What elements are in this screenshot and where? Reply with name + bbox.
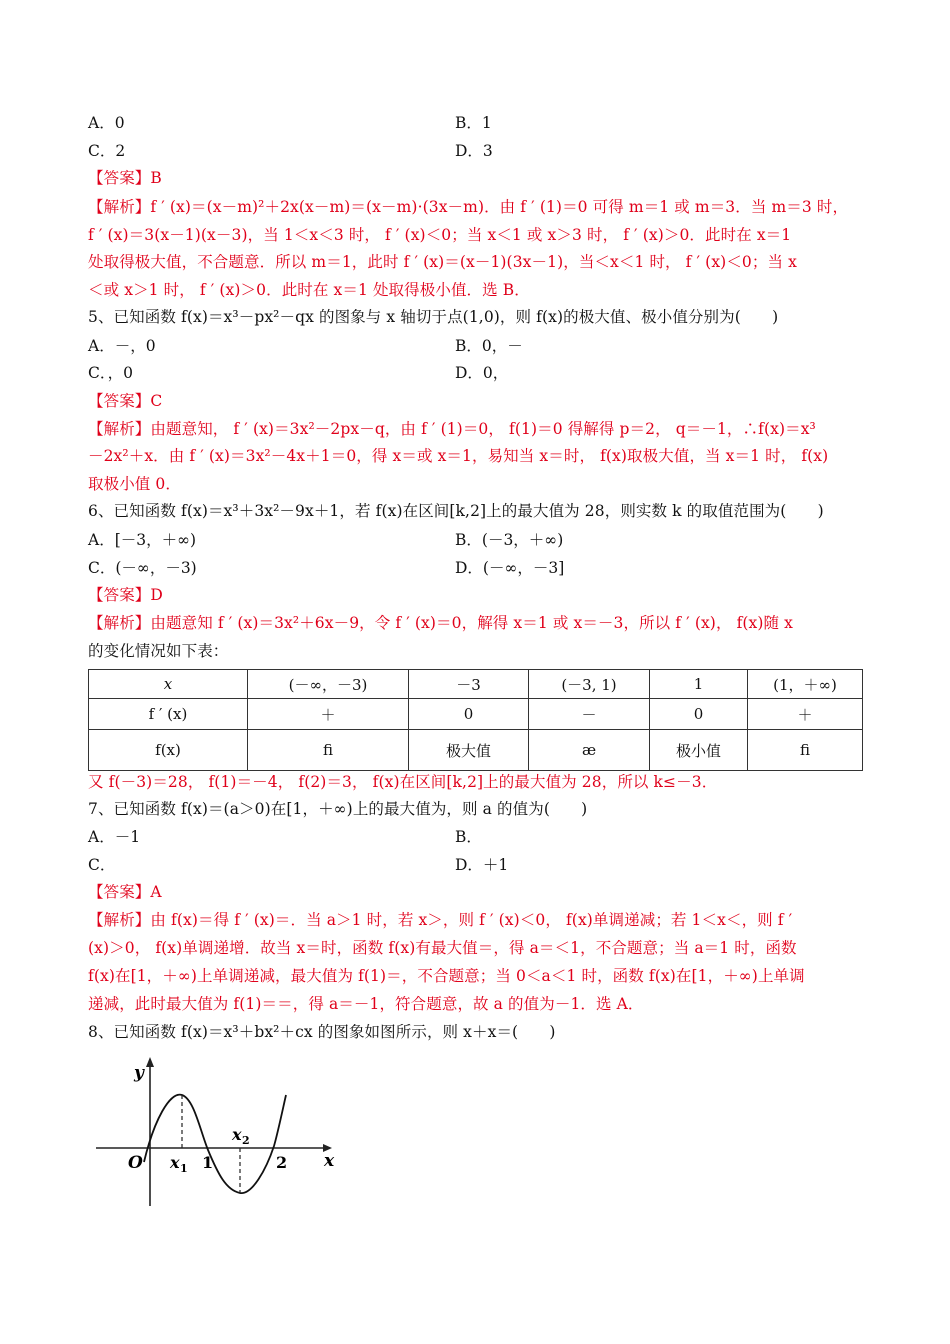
table-cell: － — [529, 699, 650, 730]
q5-analysis-line: 【解析】由题意知， f ′ (x)＝3x²－2px－q，由 f ′ (1)＝0， f(1)＝0 得解得 p＝2， q＝－1，∴f(x)＝x³ — [88, 420, 816, 438]
q5-stem: 5、已知函数 f(x)＝x³－px²－qx 的图象与 x 轴切于点(1,0)，则 f(x)的极大值、极小值分别为( ) — [88, 308, 779, 326]
table-cell: (－∞，－3) — [248, 670, 409, 699]
table-cell: 极大值 — [409, 730, 529, 771]
q5-analysis-line: 取极小值 0． — [88, 475, 181, 493]
q8-stem: 8、已知函数 f(x)＝x³＋bx²＋cx 的图象如图所示，则 x＋x＝( ) — [88, 1023, 556, 1041]
q7-analysis-line: f(x)在[1，＋∞)上单调递减，最大值为 f(1)＝，不合题意；当 0＜a＜1 时，函数 f(x)在[1，＋∞)上单调 — [88, 967, 805, 985]
table-cell: (1，＋∞) — [748, 670, 863, 699]
q7-analysis-line: 递减，此时最大值为 f(1)＝＝，得 a＝－1，符合题意，故 a 的值为－1．选 A． — [88, 995, 644, 1013]
q5-option-a: A．－，0 — [88, 337, 156, 355]
x-axis-label: x — [324, 1151, 335, 1171]
q4-analysis-line: 【解析】f ′ (x)＝(x－m)²＋2x(x－m)＝(x－m)·(3x－m)．由 f ′ (1)＝0 可得 m＝1 或 m＝3．当 m＝3 时， — [88, 198, 849, 216]
q6-option-d: D．(－∞，－3] — [455, 559, 565, 577]
x2-subscript: 2 — [242, 1134, 250, 1147]
table-cell: 0 — [409, 699, 529, 730]
table-cell: æ — [529, 730, 650, 771]
table-cell: 极小值 — [650, 730, 748, 771]
table-cell: f(x) — [89, 730, 248, 771]
table-cell: f ′ (x) — [89, 699, 248, 730]
q5-analysis-line: －2x²＋x．由 f ′ (x)＝3x²－4x＋1＝0，得 x＝或 x＝1，易知当 x＝时， f(x)取极大值，当 x＝1 时， f(x) — [88, 447, 829, 465]
variation-table — [88, 669, 863, 771]
table-cell: x — [89, 670, 248, 699]
q7-analysis-line: 【解析】由 f(x)＝得 f ′ (x)＝．当 a＞1 时，若 x＞，则 f ′ (x)＜0， f(x)单调递减；若 1＜x＜，则 f ′ — [88, 911, 793, 929]
q4-answer: 【答案】B — [88, 169, 162, 187]
q6-conclusion: 又 f(－3)＝28， f(1)＝－4， f(2)＝3， f(x)在区间[k,2]上的最大值为 28，所以 k≤－3． — [88, 773, 718, 791]
x1-label: x — [170, 1153, 180, 1172]
q7-option-b: B． — [455, 828, 482, 846]
q4-option-c: C．2 — [88, 142, 126, 160]
table-cell: ＋ — [748, 699, 863, 730]
q4-analysis-line: f ′ (x)＝3(x－1)(x－3)，当 1＜x＜3 时， f ′ (x)＜0；当 x＜1 或 x＞3 时， f ′ (x)＞0．此时在 x＝1 — [88, 226, 792, 244]
q6-option-b: B．(－3，＋∞) — [455, 531, 564, 549]
q7-option-d: D．＋1 — [455, 856, 509, 874]
table-row — [89, 699, 863, 730]
y-axis-arrow-icon — [146, 1057, 154, 1067]
q5-option-b: B．0，－ — [455, 337, 523, 355]
q7-option-a: A．－1 — [88, 828, 141, 846]
cubic-function-graph — [90, 1048, 350, 1218]
table-cell: (－3, 1) — [529, 670, 650, 699]
function-curve — [144, 1095, 286, 1193]
y-axis-label: y — [134, 1063, 144, 1083]
q5-option-d: D．0， — [455, 364, 509, 382]
q7-answer: 【答案】A — [88, 883, 162, 901]
tick-label-1: 1 — [202, 1153, 214, 1172]
q6-option-a: A．[－3，＋∞) — [88, 531, 197, 549]
table-cell: ＋ — [248, 699, 409, 730]
x2-label: x — [232, 1125, 242, 1144]
q4-analysis-line: 处取得极大值，不合题意．所以 m＝1，此时 f ′ (x)＝(x－1)(3x－1)，当＜x＜1 时， f ′ (x)＜0；当 x — [88, 253, 797, 271]
table-cell: 1 — [650, 670, 748, 699]
x1-subscript: 1 — [180, 1162, 188, 1175]
table-cell: 0 — [650, 699, 748, 730]
origin-label: O — [128, 1153, 143, 1173]
table-cell: ﬁ — [248, 730, 409, 771]
q6-answer: 【答案】D — [88, 586, 163, 604]
q4-analysis-line: ＜或 x＞1 时， f ′ (x)＞0．此时在 x＝1 处取得极小值．选 B． — [88, 281, 530, 299]
q4-option-b: B．1 — [455, 114, 492, 132]
q6-analysis-line: 的变化情况如下表： — [88, 642, 229, 660]
table-cell: ﬁ — [748, 730, 863, 771]
table-cell: －3 — [409, 670, 529, 699]
q4-option-a: A．0 — [88, 114, 125, 132]
q6-stem: 6、已知函数 f(x)＝x³＋3x²－9x＋1，若 f(x)在区间[k,2]上的最大值为 28，则实数 k 的取值范围为( ) — [88, 502, 824, 520]
q7-analysis-line: (x)＞0， f(x)单调递增．故当 x＝时，函数 f(x)有最大值＝，得 a＝＜1，不合题意；当 a＝1 时，函数 — [88, 939, 797, 957]
q5-answer: 【答案】C — [88, 392, 163, 410]
q7-option-c: C． — [88, 856, 116, 874]
q6-option-c: C．(－∞，－3) — [88, 559, 197, 577]
q6-analysis-line: 【解析】由题意知 f ′ (x)＝3x²＋6x－9，令 f ′ (x)＝0，解得 x＝1 或 x＝－3，所以 f ′ (x)， f(x)随 x — [88, 614, 794, 632]
q5-option-c: C．，0 — [88, 364, 133, 382]
q4-option-d: D．3 — [455, 142, 493, 160]
table-row — [89, 730, 863, 771]
tick-label-2: 2 — [276, 1153, 288, 1172]
table-row — [89, 670, 863, 699]
q7-stem: 7、已知函数 f(x)＝(a＞0)在[1，＋∞)上的最大值为，则 a 的值为( ) — [88, 800, 588, 818]
